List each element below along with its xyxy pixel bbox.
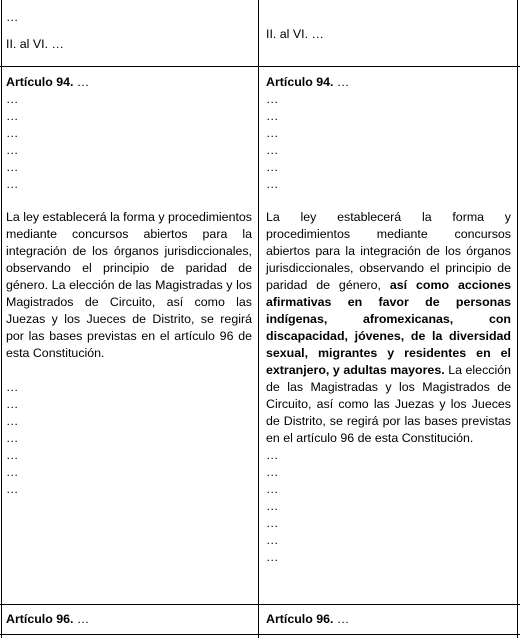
ellipsis-line: …	[266, 143, 279, 157]
article-heading	[6, 74, 252, 91]
ellipsis-line: …	[266, 482, 279, 496]
paragraph-text-end: La elección de las Magistradas y los Magistrados de Circuito, así como las Juezas y los Jueces de Distrito, se regirá por las bases previstas en el artículo 96 de esta Constitución.	[266, 363, 511, 445]
ellipsis-line: …	[6, 380, 19, 394]
roman-range-text: II. al VI. …	[266, 27, 324, 41]
article-paragraph-amended	[266, 209, 511, 447]
article-paragraph: La ley establecerá la forma y procedimientos mediante concursos abiertos para la integración de los órganos jurisdiccionales, observando el principio de paridad de género. La elección de las Magistradas y los Magistrados de Circuito, así como las Juezas y los Jueces de Distrito, se regirá por las bases previstas en el artículo 96 de esta Constitución.	[6, 210, 252, 360]
ellipsis-line: …	[266, 465, 279, 479]
ellipsis-line: …	[6, 414, 19, 428]
ellipsis-line: …	[266, 448, 279, 462]
column-divider	[258, 0, 259, 638]
table-border-right	[517, 0, 518, 638]
article-number: Artículo 96.	[6, 612, 74, 626]
ellipsis-line: …	[6, 482, 19, 496]
ellipsis-line: …	[6, 465, 19, 479]
article-ellipsis: …	[73, 75, 90, 89]
row2-left-cell	[2, 74, 256, 498]
table-border-bottom	[0, 634, 520, 635]
ellipsis-list-bottom	[6, 379, 252, 498]
roman-range-text: II. al VI. …	[6, 37, 64, 51]
article-number: Artículo 94.	[266, 75, 334, 89]
ellipsis-line: …	[266, 92, 279, 106]
article-ellipsis: …	[73, 612, 90, 626]
ellipsis-line: …	[6, 109, 19, 123]
row1-left-cell	[2, 9, 256, 53]
paragraph-text-added-bold: así como acciones afirmativas en favor de personas indígenas, afromexicanas, con discapacidad, jóvenes, de la diversidad sexual, migrantes y residentes en el extranjero, y adultas mayores.	[266, 278, 511, 377]
row3-left-cell	[2, 611, 256, 628]
ellipsis-line: …	[6, 160, 19, 174]
ellipsis-line: …	[6, 431, 19, 445]
ellipsis-line: …	[6, 10, 19, 24]
ellipsis-line: …	[266, 177, 279, 191]
row-divider-1	[0, 66, 520, 67]
ellipsis-line: …	[6, 126, 19, 140]
ellipsis-list-top	[266, 91, 511, 193]
article-ellipsis: …	[333, 612, 350, 626]
row2-right-cell	[262, 74, 515, 566]
ellipsis-list-bottom	[266, 447, 511, 566]
article-heading	[6, 611, 252, 628]
article-number: Artículo 94.	[6, 75, 74, 89]
ellipsis-line: …	[266, 126, 279, 140]
article-heading	[266, 74, 511, 91]
paragraph-text-start: La ley establecerá la forma y procedimientos mediante concursos abiertos para la integración de los órganos jurisdiccionales, observando el principio de paridad de género,	[266, 210, 511, 292]
article-heading	[266, 611, 511, 628]
ellipsis-line: …	[266, 533, 279, 547]
ellipsis-line: …	[6, 143, 19, 157]
row3-right-cell	[262, 611, 515, 628]
row-divider-2	[0, 604, 520, 605]
row1-right-cell	[262, 26, 515, 43]
ellipsis-line: …	[6, 448, 19, 462]
ellipsis-line: …	[266, 160, 279, 174]
ellipsis-line: …	[266, 499, 279, 513]
ellipsis-line: …	[266, 550, 279, 564]
ellipsis-line: …	[6, 397, 19, 411]
ellipsis-line: …	[266, 516, 279, 530]
ellipsis-line: …	[266, 109, 279, 123]
ellipsis-line: …	[6, 92, 19, 106]
ellipsis-list-top	[6, 91, 252, 193]
article-ellipsis: …	[333, 75, 350, 89]
ellipsis-line: …	[6, 177, 19, 191]
article-number: Artículo 96.	[266, 612, 334, 626]
